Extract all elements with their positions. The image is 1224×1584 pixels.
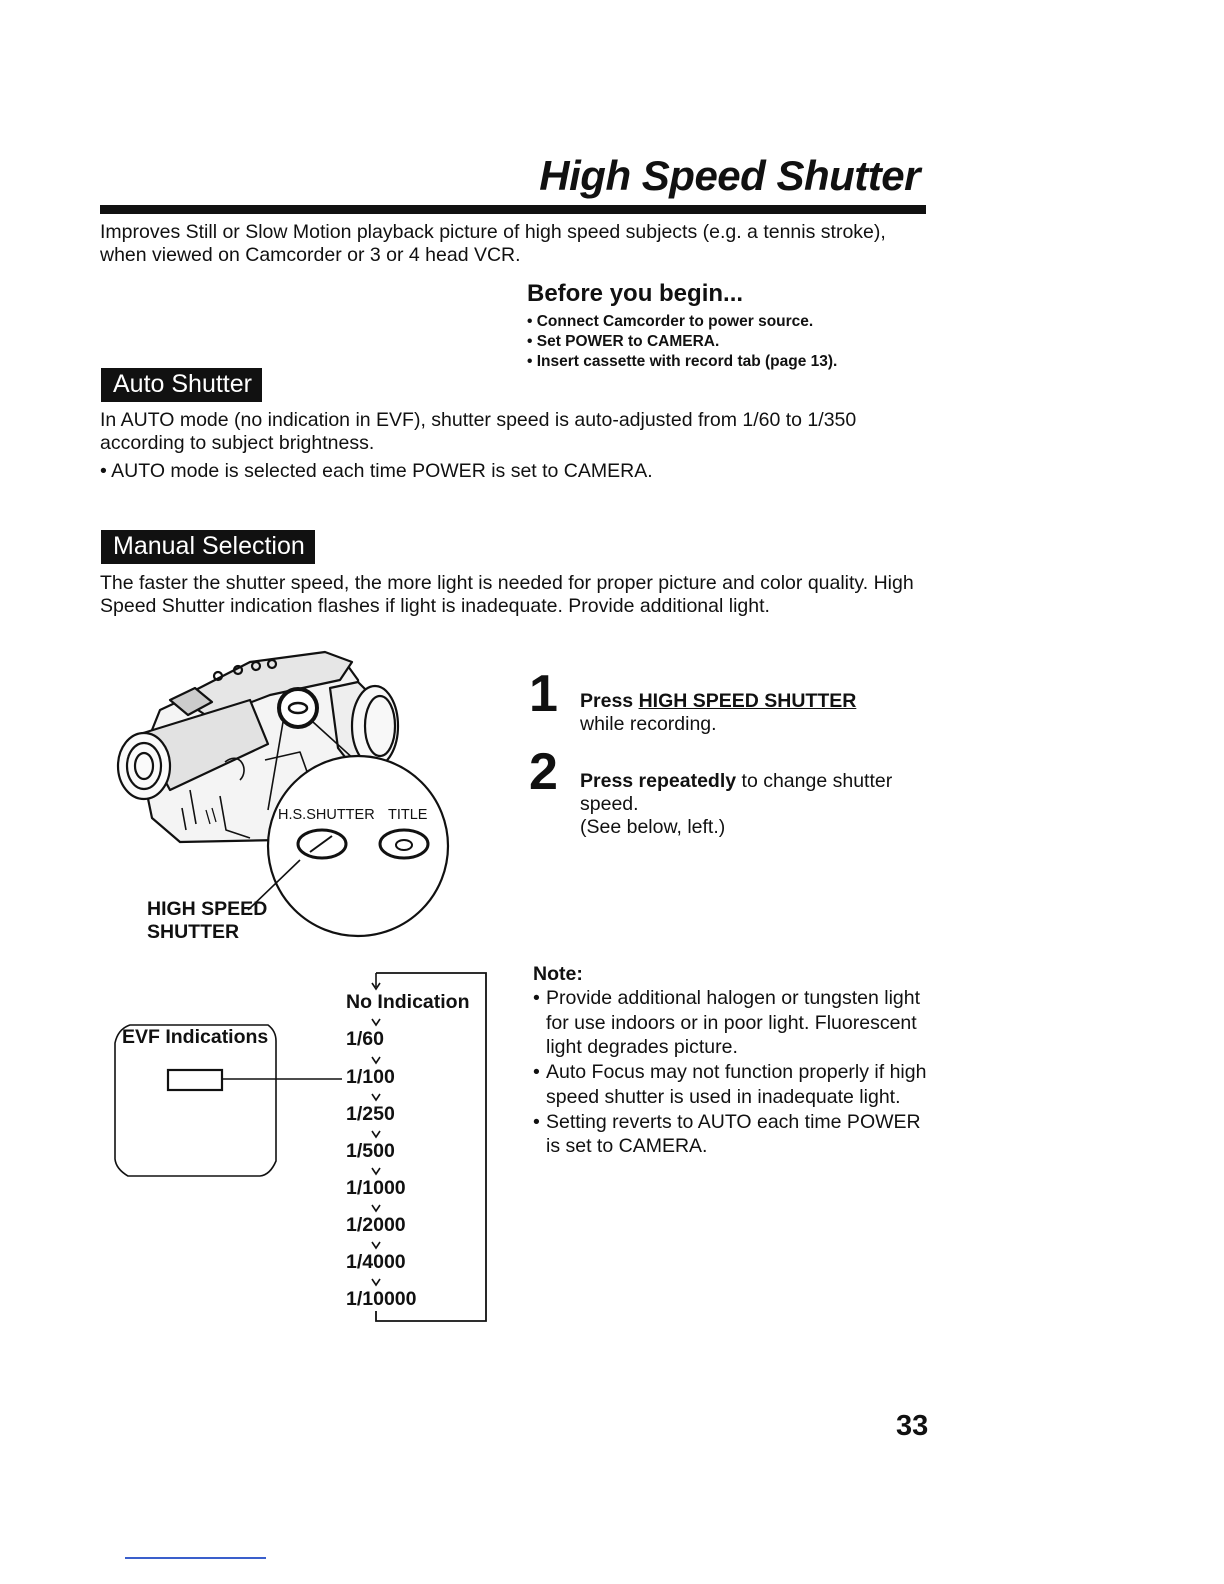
- step-2-line2: speed.: [580, 793, 639, 815]
- evf-diagram: [110, 965, 500, 1335]
- step-2-line3: (See below, left.): [580, 816, 726, 838]
- step-1-button-name: HIGH SPEED SHUTTER: [638, 690, 857, 712]
- speed-no-indication: No Indication: [346, 991, 470, 1013]
- page-title: High Speed Shutter: [539, 152, 920, 199]
- intro-text: Improves Still or Slow Motion playback picture of high speed subjects (e.g. a tennis stroke), when viewed on Camcorder or 3 or 4 head VCR.: [100, 221, 886, 266]
- speed-1-60: 1/60: [346, 1028, 384, 1050]
- list-item: • Connect Camcorder to power source.: [527, 313, 814, 330]
- high-speed-label-line1: HIGH SPEED: [147, 898, 268, 920]
- list-item: • Set POWER to CAMERA.: [527, 333, 720, 350]
- hs-shutter-button-label: H.S.SHUTTER: [278, 807, 375, 823]
- title-button-label: TITLE: [388, 807, 428, 823]
- list-item: • Insert cassette with record tab (page 13).: [527, 353, 838, 370]
- step-2-number: 2: [529, 743, 558, 801]
- note-heading: Note:: [533, 963, 583, 985]
- evf-label: EVF Indications: [122, 1026, 269, 1048]
- title-rule: [100, 205, 926, 214]
- speed-1-4000: 1/4000: [346, 1251, 406, 1273]
- high-speed-label-line2: SHUTTER: [147, 921, 240, 943]
- step-1-number: 1: [529, 665, 558, 723]
- auto-shutter-bullet: • AUTO mode is selected each time POWER is set to CAMERA.: [100, 460, 653, 482]
- step-2-bold: Press repeatedly: [580, 770, 737, 792]
- auto-shutter-text: In AUTO mode (no indication in EVF), shutter speed is auto-adjusted from 1/60 to 1/350 according to subject brightness.: [100, 409, 857, 454]
- page-number: 33: [896, 1410, 929, 1442]
- speed-1-2000: 1/2000: [346, 1214, 406, 1236]
- note-section: [533, 963, 933, 1159]
- manual-selection-heading: Manual Selection: [101, 530, 315, 564]
- footer-line: [125, 1557, 266, 1559]
- speed-1-100: 1/100: [346, 1066, 395, 1088]
- list-item: • Auto Focus may not function properly if high speed shutter is used in inadequate light.: [533, 1060, 933, 1109]
- speed-1-250: 1/250: [346, 1103, 395, 1125]
- before-you-begin-heading: Before you begin...: [527, 280, 744, 307]
- before-you-begin-list: [527, 312, 837, 372]
- step-2-text: [580, 770, 940, 839]
- speed-1-1000: 1/1000: [346, 1177, 406, 1199]
- list-item: • Provide additional halogen or tungsten light for use indoors or in poor light. Fluorescent light degrades picture.: [533, 986, 933, 1060]
- auto-shutter-heading: Auto Shutter: [101, 368, 262, 402]
- step-2-rest: to change shutter: [736, 770, 893, 792]
- step-1-line2: while recording.: [580, 713, 717, 735]
- speed-1-500: 1/500: [346, 1140, 395, 1162]
- list-item: • Setting reverts to AUTO each time POWER is set to CAMERA.: [533, 1110, 933, 1159]
- speed-1-10000: 1/10000: [346, 1288, 417, 1310]
- step-1-text: [580, 690, 940, 736]
- step-1-prefix: Press: [580, 690, 639, 712]
- manual-selection-text: The faster the shutter speed, the more light is needed for proper picture and color quality. High Speed Shutter indication flashes if light is inadequate. Provide additional light.: [100, 572, 914, 617]
- note-list: [533, 986, 933, 1159]
